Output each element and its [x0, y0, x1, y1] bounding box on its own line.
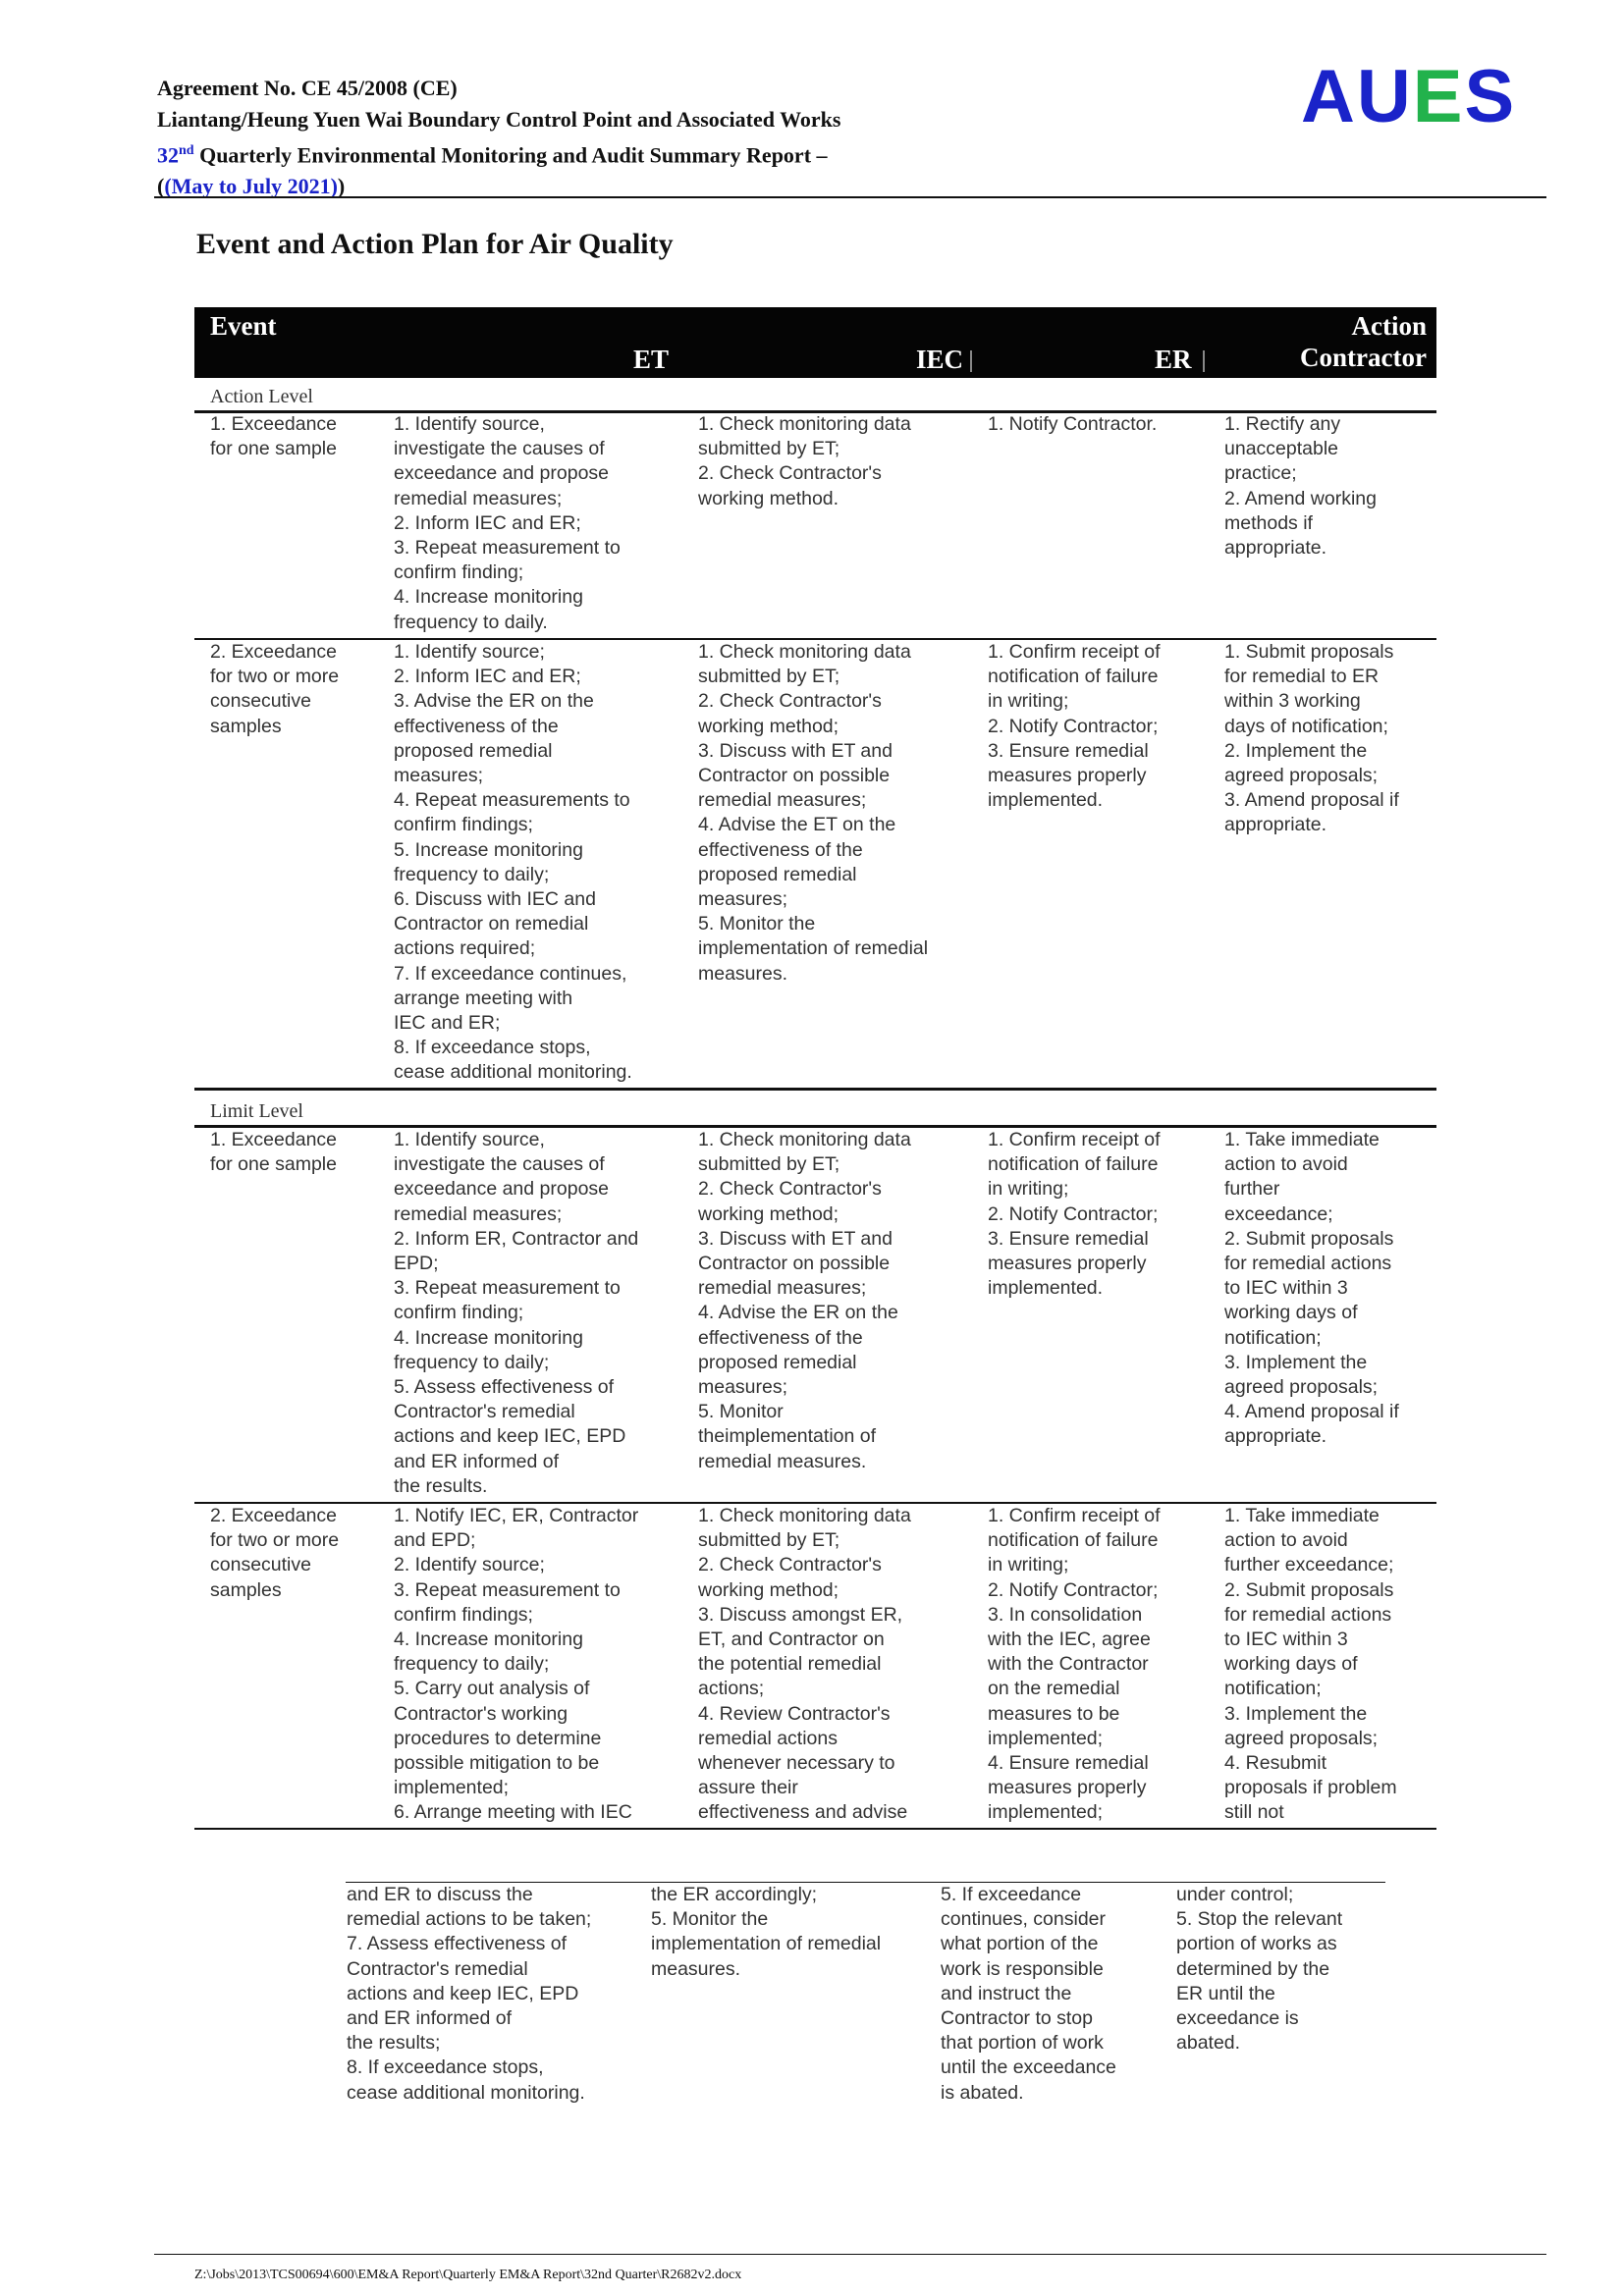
report-title — [157, 135, 1139, 171]
header-event: Event — [210, 311, 277, 341]
file-path-footer: Z:\Jobs\2013\TCS00694\600\EM&A Report\Quarterly EM&A Report\32nd Quarter\R2682v2.docx — [194, 2268, 742, 2282]
row2-et: 1. Identify source; 2. Inform IEC and ER; 3. Advise the ER on the effectiveness of the proposed remedial measures; 4. Repeat measurements to confirm findings; 5. Increase monitoring frequency to daily; 6. Discuss with IEC and Contractor on remedial actions required; 7. If exceedance continues, arrange meeting with IEC and ER; 8. If exceedance stops, cease additional monitoring. — [394, 641, 632, 1084]
project-name: Liantang/Heung Yuen Wai Boundary Control Point and Associated Works — [157, 107, 841, 132]
report-period-dates: (May to July 2021) — [164, 174, 338, 199]
report-period: ((May to July 2021)) — [157, 174, 346, 199]
row3-et: 1. Identify source, investigate the causes of exceedance and propose remedial measures; 2. Inform ER, Contractor and EPD; 3. Repeat measurement to confirm finding; 4. Increase monitoring frequency to daily; 5. Assess effectiveness of Contractor's remedial actions and keep IEC, EPD and ER informed of the results. — [394, 1129, 639, 1497]
report-number-suffix: nd — [179, 143, 194, 158]
row4-event: 2. Exceedance for two or more consecutive samples — [210, 1505, 340, 1601]
row1-iec: 1. Check monitoring data submitted by ET; 2. Check Contractor's working method. — [698, 413, 911, 509]
row4-er: 1. Confirm receipt of notification of failure in writing; 2. Notify Contractor; 3. In consolidation with the IEC, agree with the Contractor on the remedial measures to be implemented; 4. Ensure remedial measures properly implemented; — [988, 1505, 1161, 1824]
aues-logo: AUES — [1301, 55, 1517, 138]
row2-er: 1. Confirm receipt of notification of failure in writing; 2. Notify Contractor; 3. Ensure remedial measures properly implemented. — [988, 641, 1161, 812]
agreement-number: Agreement No. CE 45/2008 (CE) — [157, 76, 458, 100]
row1-et: 1. Identify source, investigate the causes of exceedance and propose remedial measures; 2. Inform IEC and ER; 3. Repeat measurement to confirm finding; 4. Increase monitoring frequency to daily. — [394, 413, 621, 633]
report-number: 32 — [157, 142, 179, 168]
header-er: ER — [1155, 345, 1192, 374]
header-divider — [154, 196, 1546, 198]
row1-er: 1. Notify Contractor. — [988, 413, 1158, 435]
cont-er: 5. If exceedance continues, consider what portion of the work is responsible and instruct the Contractor to stop that portion of work until the exceedance is abated. — [941, 1884, 1116, 2104]
row3-er: 1. Confirm receipt of notification of failure in writing; 2. Notify Contractor; 3. Ensure remedial measures properly implemented. — [988, 1129, 1161, 1300]
row2-event: 2. Exceedance for two or more consecutive samples — [210, 641, 340, 737]
row4-et: 1. Notify IEC, ER, Contractor and EPD; 2. Identify source; 3. Repeat measurement to confirm findings; 4. Increase monitoring frequency to daily; 5. Carry out analysis of Contractor's working procedures to determine possible mitigation to be implemented; 6. Arrange meeting with IEC — [394, 1505, 639, 1824]
row4-iec: 1. Check monitoring data submitted by ET; 2. Check Contractor's working method; 3. Discuss amongst ER, ET, and Contractor on the potential remedial actions; 4. Review Contractor's remedial actions whenever necessary to assure their effectiveness and advise — [698, 1505, 911, 1824]
cont-et: and ER to discuss the remedial actions to be taken; 7. Assess effectiveness of Contractor's remedial actions and keep IEC, EPD and ER informed of the results; 8. If exceedance stops, cease additional monitoring. — [347, 1884, 592, 2104]
cont-iec: the ER accordingly; 5. Monitor the implementation of remedial measures. — [651, 1884, 882, 1980]
row1-contractor: 1. Rectify any unacceptable practice; 2. Amend working methods if appropriate. — [1224, 413, 1378, 560]
row2-contractor: 1. Submit proposals for remedial to ER within 3 working days of notification; 2. Implement the agreed proposals; 3. Amend proposal if appropriate. — [1224, 641, 1399, 836]
footer-divider — [154, 2254, 1546, 2255]
row2-iec: 1. Check monitoring data submitted by ET; 2. Check Contractor's working method; 3. Discuss with ET and Contractor on possible remedial measures; 4. Advise the ET on the effectiveness of the proposed remedial measures; 5. Monitor the implementation of remedial measures. — [698, 641, 929, 985]
section-action-level: Action Level — [210, 386, 313, 407]
document-header — [157, 73, 1139, 202]
row3-event: 1. Exceedance for one sample — [210, 1129, 338, 1176]
header-contractor: Contractor — [1300, 343, 1427, 372]
header-iec: IEC — [916, 345, 964, 374]
table-rule — [194, 1088, 1436, 1091]
table-header — [194, 307, 1436, 378]
section-limit-level: Limit Level — [210, 1100, 303, 1122]
row3-iec: 1. Check monitoring data submitted by ET; 2. Check Contractor's working method; 3. Discuss with ET and Contractor on possible remedial measures; 4. Advise the ER on the effectiveness of the proposed remedial measures; 5. Monitor theimplementation of remedial measures. — [698, 1129, 911, 1472]
report-title-text: Quarterly Environmental Monitoring and Audit Summary Report – — [193, 142, 828, 168]
row1-event: 1. Exceedance for one sample — [210, 413, 338, 460]
row3-contractor: 1. Take immediate action to avoid further exceedance; 2. Submit proposals for remedial actions to IEC within 3 working days of notification; 3. Implement the agreed proposals; 4. Amend proposal if appropriate. — [1224, 1129, 1399, 1448]
header-separator — [1203, 350, 1205, 372]
row4-contractor: 1. Take immediate action to avoid further exceedance; 2. Submit proposals for remedial actions to IEC within 3 working days of notification; 3. Implement the agreed proposals; 4. Resubmit proposals if problem still not — [1224, 1505, 1397, 1824]
header-separator — [970, 350, 972, 372]
page-title: Event and Action Plan for Air Quality — [196, 228, 674, 260]
header-et: ET — [633, 345, 670, 374]
table-rule — [194, 1828, 1436, 1830]
header-action: Action — [1351, 311, 1427, 341]
cont-contractor: under control; 5. Stop the relevant portion of works as determined by the ER until the exceedance is abated. — [1176, 1884, 1343, 2055]
